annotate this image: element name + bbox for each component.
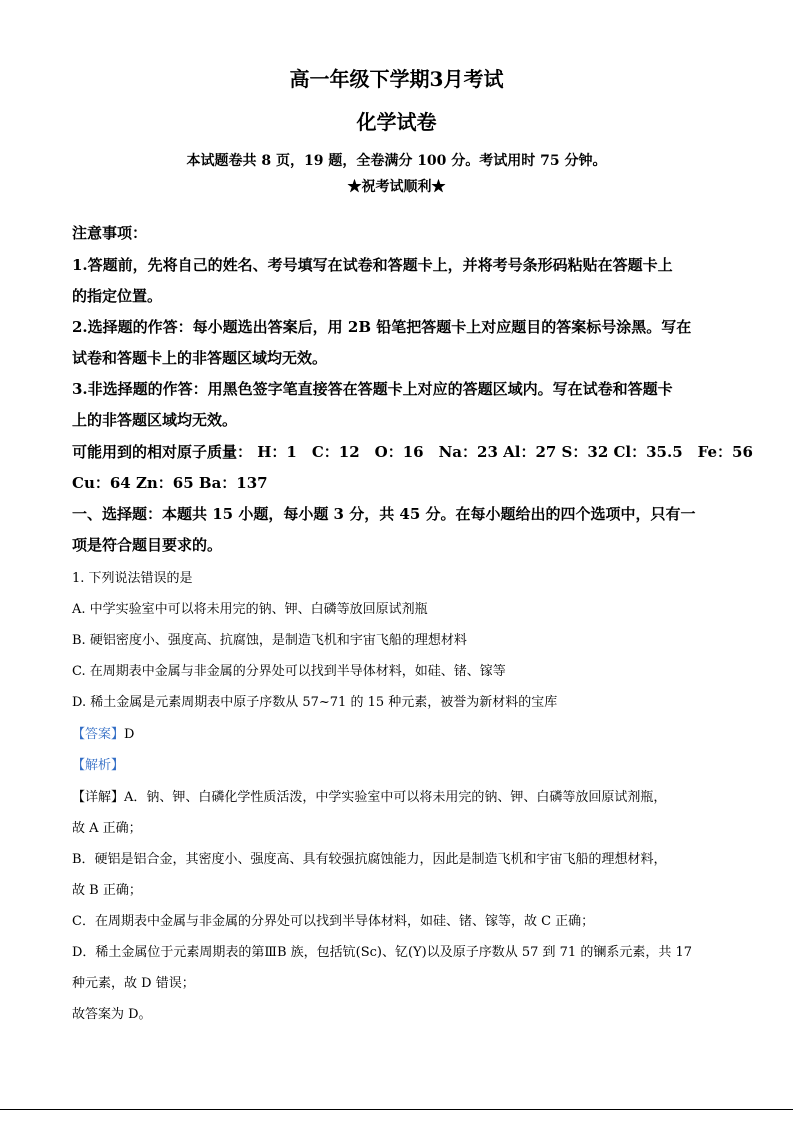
footer-divider bbox=[0, 1109, 793, 1110]
exam-title: 高一年级下学期3月考试 bbox=[289, 67, 504, 91]
detail-b: B．硬铝是铝合金，其密度小、强度高、具有较强抗腐蚀能力，因此是制造飞机和宇宙飞船的理想材料， bbox=[72, 852, 667, 867]
option-d: D. 稀土金属是元素周期表中原子序数从 57~71 的 15 种元素，被誉为新材料的宝库 bbox=[72, 695, 558, 710]
atomic-masses: 可能用到的相对原子质量： H：1 C：12 O：16 Na：23 Al：27 S：32 Cl：35.5 Fe：56 bbox=[72, 443, 753, 461]
notice-heading: 注意事项： bbox=[72, 224, 148, 242]
section-heading: 一、选择题：本题共 15 小题，每小题 3 分，共 45 分。在每小题给出的四个选项中，只有一 bbox=[72, 505, 696, 523]
question-stem: 1. 下列说法错误的是 bbox=[72, 571, 193, 586]
analysis-tag: 【解析】 bbox=[72, 758, 125, 773]
answer-value: D bbox=[124, 727, 135, 742]
option-c: C. 在周期表中金属与非金属的分界处可以找到半导体材料，如硅、锗、镓等 bbox=[72, 664, 506, 679]
option-b: B. 硬铝密度小、强度高、抗腐蚀，是制造飞机和宇宙飞船的理想材料 bbox=[72, 633, 467, 648]
exam-info: 本试题卷共 8 页，19 题，全卷满分 100 分。考试用时 75 分钟。 bbox=[186, 153, 607, 169]
detail-d-cont: 种元素，故 D 错误； bbox=[72, 976, 195, 991]
notice-item-2-cont: 试卷和答题卡上的非答题区域均无效。 bbox=[72, 349, 328, 367]
answer-tag: 【答案】 bbox=[72, 727, 125, 742]
option-a: A. 中学实验室中可以将未用完的钠、钾、白磷等放回原试剂瓶 bbox=[72, 602, 428, 617]
detail-a-cont: 故 A 正确； bbox=[72, 821, 142, 836]
section-heading-cont: 项是符合题目要求的。 bbox=[72, 536, 223, 554]
detail-c: C．在周期表中金属与非金属的分界处可以找到半导体材料，如硅、锗、镓等，故 C 正确； bbox=[72, 914, 595, 929]
detail-b-cont: 故 B 正确； bbox=[72, 883, 142, 898]
notice-item-2: 2.选择题的作答：每小题选出答案后，用 2B 铅笔把答题卡上对应题目的答案标号涂黑。写在 bbox=[72, 318, 692, 336]
atomic-masses-cont: Cu：64 Zn：65 Ba：137 bbox=[72, 474, 268, 492]
answer-line bbox=[72, 723, 134, 742]
exam-subject: 化学试卷 bbox=[356, 110, 437, 134]
detail-d: D．稀土金属位于元素周期表的第ⅢB 族，包括钪(Sc)、钇(Y)以及原子序数从 57 到 71 的镧系元素，共 17 bbox=[72, 945, 692, 960]
notice-item-1: 1.答题前，先将自己的姓名、考号填写在试卷和答题卡上，并将考号条形码粘贴在答题卡上 bbox=[72, 256, 673, 274]
notice-item-3-cont: 上的非答题区域均无效。 bbox=[72, 411, 238, 429]
conclusion: 故答案为 D。 bbox=[72, 1007, 152, 1022]
notice-item-1-cont: 的指定位置。 bbox=[72, 287, 163, 305]
exam-wish: ★祝考试顺利★ bbox=[347, 179, 446, 195]
detail-a: 【详解】A．钠、钾、白磷化学性质活泼，中学实验室中可以将未用完的钠、钾、白磷等放回原试剂瓶， bbox=[72, 790, 667, 805]
notice-item-3: 3.非选择题的作答：用黑色签字笔直接答在答题卡上对应的答题区域内。写在试卷和答题卡 bbox=[72, 380, 673, 398]
